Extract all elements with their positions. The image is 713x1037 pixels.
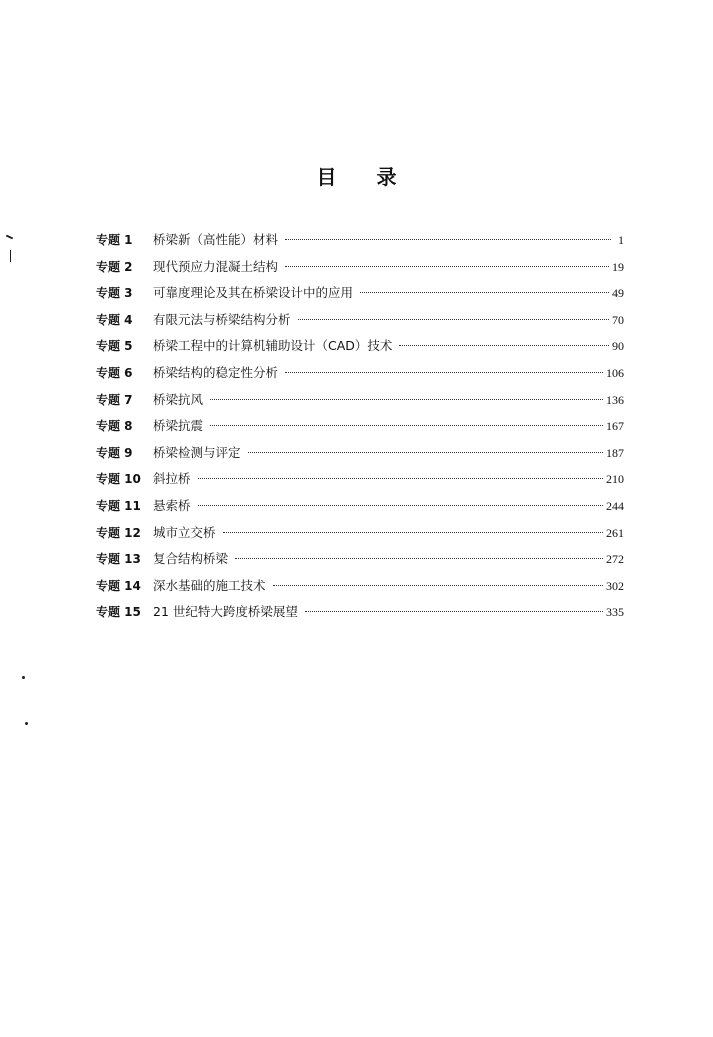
toc-entry[interactable] [96,466,624,493]
toc-entry-page: 70 [612,312,624,327]
toc-entry-title: 深水基础的施工技术 [153,577,266,593]
toc-entry-label: 专题 9 [96,445,133,460]
toc-entry-title: 桥梁检测与评定 [153,444,241,460]
toc-entry[interactable] [96,280,624,307]
toc-entry[interactable] [96,254,624,281]
toc-entry-label: 专题 15 [96,605,141,620]
table-of-contents [96,227,624,626]
toc-entry-title: 桥梁抗风 [153,391,204,407]
scan-artifact-mark [10,250,11,262]
toc-entry-page: 1 [618,233,624,247]
scan-artifact-mark [25,722,28,725]
toc-entry-page: 136 [606,392,624,407]
toc-dot-leader [248,452,603,453]
toc-entry-title: 悬索桥 [153,497,191,513]
toc-entry-label: 专题 13 [96,552,141,567]
toc-entry[interactable] [96,440,624,467]
toc-entry-label: 专题 11 [96,498,141,513]
toc-dot-leader [210,425,603,426]
toc-entry-title: 桥梁抗震 [153,418,204,434]
toc-entry-title: 21 世纪特大跨度桥梁展望 [153,604,298,620]
toc-entry-label: 专题 5 [96,339,133,354]
toc-dot-leader [210,399,603,400]
scan-artifact-mark [6,235,13,240]
toc-entry-title: 可靠度理论及其在桥梁设计中的应用 [153,285,354,301]
toc-dot-leader [298,319,609,320]
toc-entry-label: 专题 3 [96,286,133,301]
toc-entry-label: 专题 1 [96,233,133,247]
toc-entry-label: 专题 14 [96,578,141,593]
toc-entry[interactable] [96,307,624,334]
toc-dot-leader [235,558,603,559]
toc-entry-page: 261 [606,525,624,540]
toc-entry-title: 有限元法与桥梁结构分析 [153,311,291,327]
toc-entry-page: 187 [606,445,624,460]
toc-entry[interactable] [96,333,624,360]
toc-entry-label: 专题 6 [96,365,133,380]
toc-entry-page: 210 [606,472,624,487]
toc-dot-leader [273,585,603,586]
toc-entry-page: 167 [606,419,624,434]
toc-entry[interactable] [96,520,624,547]
toc-entry-page: 244 [606,498,624,513]
toc-dot-leader [399,345,609,346]
toc-entry-label: 专题 12 [96,525,141,540]
page-title-char: 目 [316,165,337,189]
toc-entry[interactable] [96,599,624,626]
scan-artifact-mark [22,676,25,679]
toc-dot-leader [285,266,609,267]
toc-entry-page: 49 [612,286,624,301]
toc-entry[interactable] [96,227,624,254]
toc-entry-title: 复合结构桥梁 [153,551,229,567]
toc-dot-leader [223,532,603,533]
toc-dot-leader [305,611,603,612]
toc-entry[interactable] [96,360,624,387]
toc-dot-leader [285,239,611,240]
toc-dot-leader [360,292,609,293]
toc-entry[interactable] [96,493,624,520]
toc-entry-title: 桥梁结构的稳定性分析 [153,364,279,380]
toc-entry[interactable] [96,546,624,573]
toc-dot-leader [198,505,603,506]
toc-entry-page: 19 [612,259,624,274]
toc-entry[interactable] [96,413,624,440]
toc-entry-title: 斜拉桥 [153,471,191,487]
toc-entry[interactable] [96,573,624,600]
toc-entry-label: 专题 8 [96,419,133,434]
toc-entry[interactable] [96,387,624,414]
toc-entry-page: 106 [606,365,624,380]
toc-entry-label: 专题 10 [96,472,141,487]
toc-entry-label: 专题 4 [96,312,133,327]
toc-dot-leader [198,478,603,479]
toc-dot-leader [285,372,603,373]
toc-entry-title: 现代预应力混凝土结构 [153,258,279,274]
toc-entry-title: 桥梁新（高性能）材料 [153,232,279,247]
toc-entry-page: 335 [606,605,624,620]
toc-entry-page: 272 [606,552,624,567]
toc-entry-label: 专题 7 [96,392,133,407]
toc-entry-page: 302 [606,578,624,593]
page-title-char: 录 [376,165,397,189]
toc-entry-title: 桥梁工程中的计算机辅助设计（CAD）技术 [153,338,393,354]
toc-entry-page: 90 [612,339,624,354]
toc-entry-title: 城市立交桥 [153,524,216,540]
page-title [0,163,713,191]
toc-entry-label: 专题 2 [96,259,133,274]
